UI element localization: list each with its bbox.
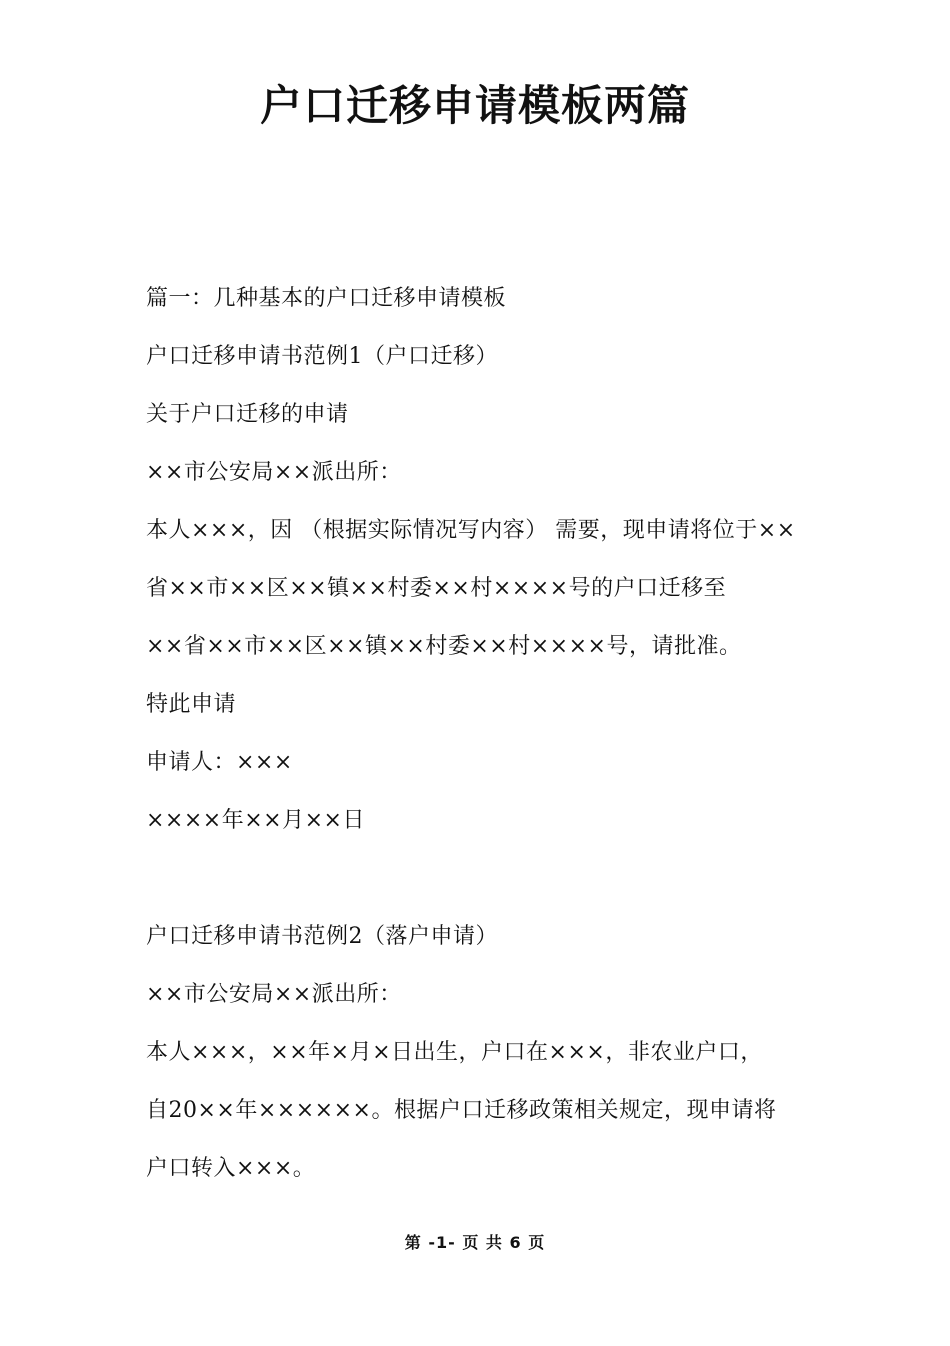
example-1-heading: 户口迁移申请书范例1（户口迁移） [146, 344, 498, 369]
body-paragraph-line: 本人×××，××年×月×日出生，户口在×××，非农业户口， [146, 1040, 763, 1065]
applicant-line: 申请人：××× [146, 750, 293, 775]
body-paragraph-line: 户口转入×××。 [146, 1156, 316, 1181]
document-title: 户口迁移申请模板两篇 [259, 81, 690, 130]
page-footer: 第 -1- 页 共 6 页 [404, 1233, 546, 1252]
example-2-heading: 户口迁移申请书范例2（落户申请） [146, 924, 498, 949]
body-paragraph-line: 本人×××，因 （根据实际情况写内容） 需要，现申请将位于×× [146, 518, 796, 543]
application-subject: 关于户口迁移的申请 [146, 402, 349, 427]
body-paragraph-line: ××省××市××区××镇××村委××村××××号，请批准。 [146, 634, 742, 659]
recipient-line: ××市公安局××派出所： [146, 460, 402, 485]
section-heading: 篇一：几种基本的户口迁移申请模板 [146, 286, 507, 311]
body-paragraph-line: 省××市××区××镇××村委××村××××号的户口迁移至 [146, 576, 727, 601]
recipient-line: ××市公安局××派出所： [146, 982, 402, 1007]
body-paragraph-line: 自20××年××××××。根据户口迁移政策相关规定，现申请将 [146, 1098, 777, 1123]
closing-line: 特此申请 [146, 692, 237, 717]
date-line: ××××年××月××日 [146, 808, 365, 833]
